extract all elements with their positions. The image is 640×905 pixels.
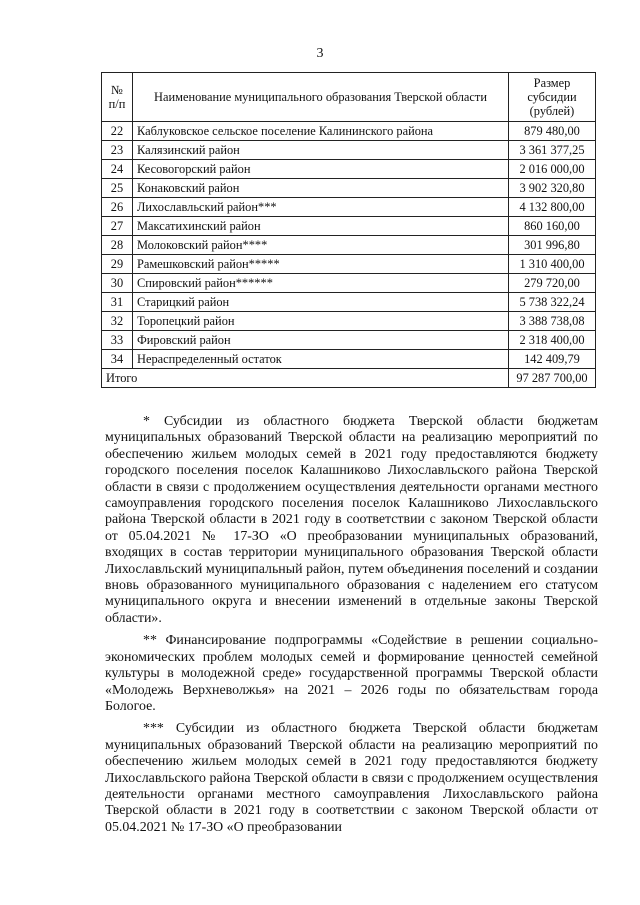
- table-row: [102, 312, 596, 331]
- total-label: Итого: [102, 369, 509, 388]
- table-row: [102, 293, 596, 312]
- row-number: 31: [102, 293, 133, 312]
- row-subsidy-amount: 1 310 400,00: [509, 255, 596, 274]
- table-row: [102, 350, 596, 369]
- table-row: [102, 274, 596, 293]
- table-header-row: [102, 73, 596, 122]
- row-municipality: Старицкий район: [133, 293, 509, 312]
- row-number: 34: [102, 350, 133, 369]
- row-number: 27: [102, 217, 133, 236]
- row-municipality: Рамешковский район*****: [133, 255, 509, 274]
- table-row: [102, 122, 596, 141]
- row-municipality: Максатихинский район: [133, 217, 509, 236]
- row-municipality: Конаковский район: [133, 179, 509, 198]
- row-municipality: Каблуковское сельское поселение Калининского района: [133, 122, 509, 141]
- table-row: [102, 236, 596, 255]
- row-number: 26: [102, 198, 133, 217]
- row-subsidy-amount: 142 409,79: [509, 350, 596, 369]
- header-number: № п/п: [102, 73, 133, 122]
- row-subsidy-amount: 2 318 400,00: [509, 331, 596, 350]
- row-number: 30: [102, 274, 133, 293]
- row-number: 33: [102, 331, 133, 350]
- row-subsidy-amount: 879 480,00: [509, 122, 596, 141]
- table-row: [102, 331, 596, 350]
- table-body: [102, 122, 596, 369]
- header-municipality: Наименование муниципального образования Тверской области: [133, 73, 509, 122]
- subsidy-table: [101, 72, 596, 388]
- table-row: [102, 141, 596, 160]
- row-number: 25: [102, 179, 133, 198]
- row-subsidy-amount: 3 902 320,80: [509, 179, 596, 198]
- row-number: 23: [102, 141, 133, 160]
- footnote-paragraph: ** Финансирование подпрограммы «Содействие в решении социально-экономических проблем молодых семей и формирование ценностей семейной культуры в молодежной среде» государственной программы Тверской области «Молодежь Верхневолжья» на 2021 – 2026 годы по обязательствам города Бологое.: [105, 633, 598, 714]
- total-amount: 97 287 700,00: [509, 369, 596, 388]
- table-row: [102, 179, 596, 198]
- row-municipality: Калязинский район: [133, 141, 509, 160]
- row-municipality: Кесовогорский район: [133, 160, 509, 179]
- row-municipality: Спировский район******: [133, 274, 509, 293]
- row-subsidy-amount: 2 016 000,00: [509, 160, 596, 179]
- row-number: 28: [102, 236, 133, 255]
- row-subsidy-amount: 279 720,00: [509, 274, 596, 293]
- row-municipality: Молоковский район****: [133, 236, 509, 255]
- row-subsidy-amount: 3 361 377,25: [509, 141, 596, 160]
- table-row: [102, 160, 596, 179]
- row-number: 24: [102, 160, 133, 179]
- row-number: 22: [102, 122, 133, 141]
- footnotes: [105, 414, 598, 842]
- row-subsidy-amount: 5 738 322,24: [509, 293, 596, 312]
- table-row: [102, 198, 596, 217]
- page-number: 3: [316, 46, 324, 61]
- row-subsidy-amount: 4 132 800,00: [509, 198, 596, 217]
- total-row: [102, 369, 596, 388]
- row-municipality: Фировский район: [133, 331, 509, 350]
- row-number: 29: [102, 255, 133, 274]
- row-number: 32: [102, 312, 133, 331]
- footnote-paragraph: *** Субсидии из областного бюджета Тверской области бюджетам муниципальных образований Тверской области на реализацию мероприятий по обеспечению жильем молодых семей в 2021 году предоставляются бюджету Лихославльского района Тверской области в связи с продолжением осуществления деятельности органами местного самоуправления Лихославльского района Тверской области в 2021 году в соответствии с законом Тверской области от 05.04.2021 № 17-ЗО «О преобразовании: [105, 721, 598, 835]
- row-municipality: Лихославльский район***: [133, 198, 509, 217]
- row-municipality: Торопецкий район: [133, 312, 509, 331]
- table-row: [102, 255, 596, 274]
- table-row: [102, 217, 596, 236]
- row-subsidy-amount: 301 996,80: [509, 236, 596, 255]
- row-municipality: Нераспределенный остаток: [133, 350, 509, 369]
- row-subsidy-amount: 3 388 738,08: [509, 312, 596, 331]
- header-subsidy-amount: Размер субсидии (рублей): [509, 73, 596, 122]
- row-subsidy-amount: 860 160,00: [509, 217, 596, 236]
- footnote-paragraph: * Субсидии из областного бюджета Тверской области бюджетам муниципальных образований Тверской области на реализацию мероприятий по обеспечению жильем молодых семей в 2021 году предоставляются бюджету городского поселения поселок Калашниково Лихославльского района Тверской области в связи с продолжением осуществления деятельности органами местного самоуправления городского поселения поселок Калашниково Лихославльского района Тверской области в 2021 году в соответствии с законом Тверской области от 05.04.2021 № 17-ЗО «О преобразовании муниципальных образований, входящих в состав территории муниципального образования Тверской области Лихославльский муниципальный район, путем объединения поселений и создании вновь образованного муниципального образования с наделением его статусом муниципального округа и внесении изменений в отдельные законы Тверской области».: [105, 414, 598, 626]
